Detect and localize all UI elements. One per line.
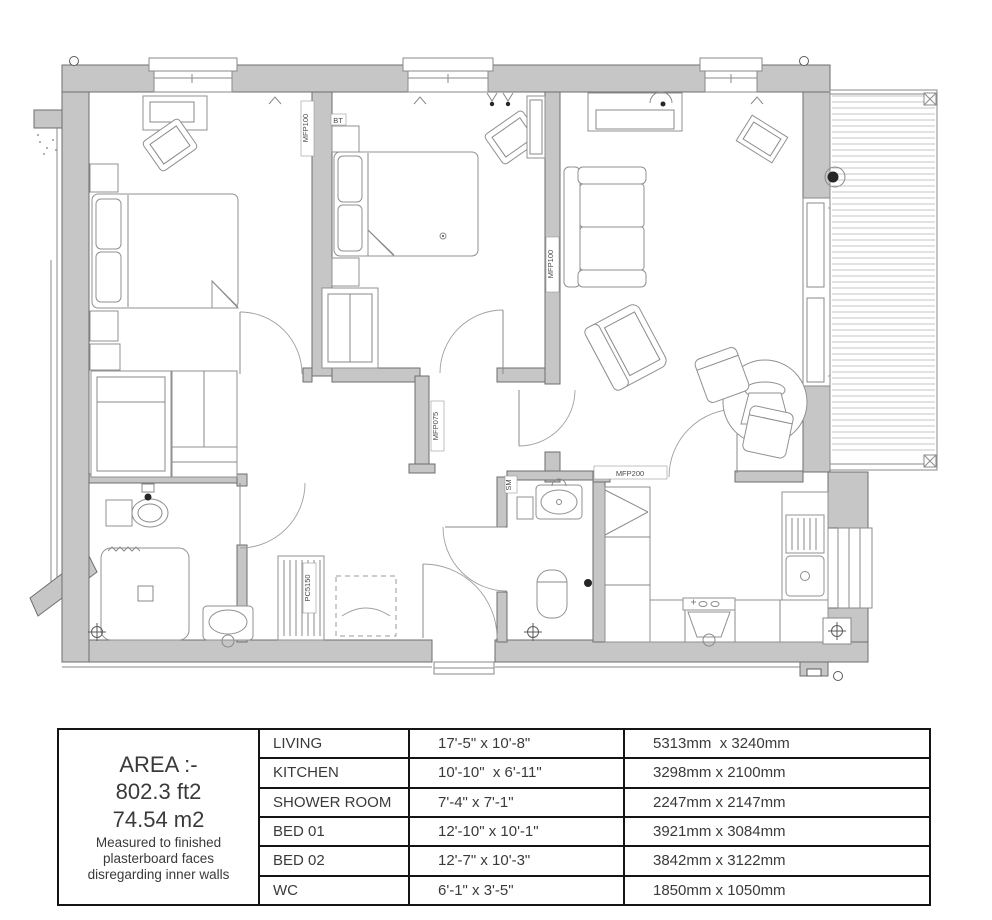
wc-room: [517, 479, 592, 618]
pillow: [338, 156, 362, 202]
imperial-size: 12'-10" x 10'-1": [410, 818, 625, 845]
area-m2: 74.54 m2: [112, 806, 205, 832]
vent-mark: [751, 97, 763, 104]
speckles: [37, 134, 57, 155]
bottom-counter: [650, 600, 828, 642]
entrance-door: [423, 564, 497, 638]
bed01-door: [240, 312, 302, 374]
wc-toilet: [537, 570, 567, 618]
table-row: [260, 759, 929, 788]
table-row: [260, 847, 929, 876]
east-counter: [782, 492, 828, 600]
tv: [736, 115, 788, 163]
label-mfp100-bed01: MFP100: [301, 113, 310, 143]
shower-tray: [101, 547, 189, 640]
dimension-sheet: [57, 728, 931, 906]
dimensions-grid: [260, 730, 929, 904]
toilet: [132, 499, 168, 527]
room-name: SHOWER ROOM: [260, 789, 410, 816]
dining-chair: [742, 405, 795, 459]
metric-size: 5313mm x 3240mm: [653, 735, 790, 753]
armchair: [583, 302, 669, 392]
extract-fan: [584, 579, 592, 587]
corner-marker-bottom: [924, 455, 936, 467]
table-row: [260, 818, 929, 847]
vent-mark: [414, 97, 426, 104]
bed02-door: [440, 310, 503, 374]
label-bt: BT: [333, 116, 343, 125]
area-note: Measured to finished plasterboard faces disregarding inner walls: [87, 835, 230, 883]
table-row: [260, 789, 929, 818]
sink: [786, 556, 824, 596]
area-title: AREA :-: [119, 751, 198, 777]
sideboard: [588, 92, 682, 131]
label-mfp200: MFP200: [615, 469, 645, 478]
table-row: [260, 730, 929, 759]
metric-size: 2247mm x 2147mm: [653, 793, 786, 811]
label-mfp075: MFP075: [431, 411, 440, 441]
kitchen-window: [838, 528, 872, 608]
datum-circle: [800, 57, 809, 66]
metric-size: 3921mm x 3084mm: [653, 823, 786, 841]
imperial-size: 6'-1" x 3'-5": [410, 877, 625, 904]
imperial-size: 10'-10" x 6'-11": [410, 759, 625, 786]
metric-size: 3298mm x 2100mm: [653, 764, 786, 782]
table-row: [260, 877, 929, 904]
double-bed: [334, 152, 478, 256]
metric-size: 1850mm x 1050mm: [653, 881, 786, 899]
bedside-table: [90, 311, 118, 341]
imperial-size: 17'-5" x 10'-8": [410, 730, 625, 757]
label-pc5150: PC5150: [303, 574, 312, 602]
vent: [807, 669, 821, 676]
room-name: BED 01: [260, 818, 410, 845]
metric-size: 3842mm x 3122mm: [653, 852, 786, 870]
radiator: [278, 556, 324, 640]
cistern: [106, 500, 132, 526]
wardrobe: [322, 288, 378, 368]
shower-room: [101, 484, 253, 647]
kitchen: [605, 487, 851, 646]
bedside-table: [332, 126, 359, 152]
pillow: [338, 205, 362, 251]
wall-wc-kitchen: [593, 482, 605, 642]
corner-marker-top: [924, 93, 936, 105]
vent-mark: [269, 97, 281, 104]
wc-door: [443, 527, 507, 591]
sofa: [564, 167, 646, 287]
wall-wc-top: [507, 471, 593, 480]
drawer-unit: [90, 344, 120, 370]
wc-shelf: [517, 497, 533, 519]
bed01-window: [149, 58, 237, 92]
shower-room-door: [240, 483, 305, 548]
living-door: [519, 390, 575, 446]
storage-dashed: [336, 576, 396, 636]
pillow: [96, 252, 121, 302]
datum-circle: [70, 57, 79, 66]
entrance-step: [434, 662, 494, 674]
bed02-window: [403, 58, 493, 92]
balcony: [825, 90, 937, 470]
room-name: BED 02: [260, 847, 410, 874]
wc-basin: [536, 479, 582, 519]
bedside-table: [90, 164, 118, 192]
label-sm: SM: [504, 479, 513, 491]
room-name: WC: [260, 877, 410, 904]
room-name: KITCHEN: [260, 759, 410, 786]
datum-circle: [834, 672, 843, 681]
crosshair: [524, 623, 542, 641]
bed01-room: [90, 96, 281, 477]
area-ft2: 802.3 ft2: [115, 779, 202, 805]
west-counter: [605, 487, 650, 642]
label-mfp100-living: MFP100: [546, 249, 555, 279]
imperial-size: 7'-4" x 7'-1": [410, 789, 625, 816]
bed02-room: [322, 93, 545, 368]
pillow: [96, 199, 121, 249]
wardrobes: [91, 371, 237, 477]
living-room: [564, 92, 807, 459]
area-summary: [59, 730, 260, 904]
imperial-size: 12'-7" x 10'-3": [410, 847, 625, 874]
double-bed: [92, 194, 238, 308]
living-window: [700, 58, 762, 92]
bedside-table: [332, 258, 359, 286]
wall-lights: [487, 93, 513, 106]
room-name: LIVING: [260, 730, 410, 757]
